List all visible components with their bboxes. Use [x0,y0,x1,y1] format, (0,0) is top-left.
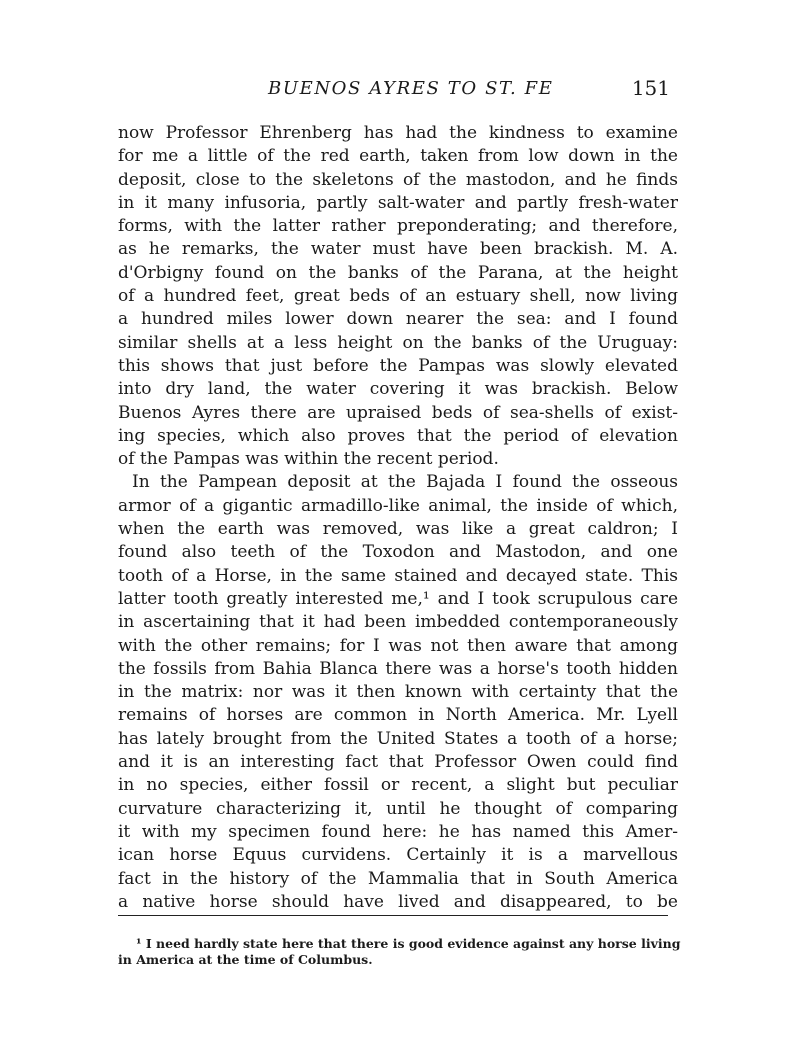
text-line: when the earth was removed, was like a great caldron; I [118,519,678,540]
text-line: tooth of a Horse, in the same stained and decayed state. This [118,565,678,586]
running-title: BUENOS AYRES TO ST. FE [268,78,554,99]
text-line: found also teeth of the Toxodon and Mastodon, and one [118,542,678,563]
text-line: forms, with the latter rather preponderating; and therefore, [118,216,678,237]
text-line: in ascertaining that it had been imbedded contemporaneously [118,612,678,633]
text-line: ing species, which also proves that the period of elevation [118,425,678,446]
text-line: in the matrix: nor was it then known with certainty that the [118,682,678,703]
text-line-paragraph-start: In the Pampean deposit at the Bajada I found the osseous [132,472,678,493]
text-line: for me a little of the red earth, taken from low down in the [118,146,678,167]
text-line: it with my specimen found here: he has named this Amer- [118,821,678,842]
text-line: curvature characterizing it, until he thought of comparing [118,798,678,819]
body-text [118,122,678,914]
footnote-line: ¹ I need hardly state here that there is good evidence against any horse living [136,936,681,951]
text-line: this shows that just before the Pampas was slowly elevated [118,355,678,376]
text-line: in it many infusoria, partly salt-water and partly fresh-water [118,192,678,213]
text-line: now Professor Ehrenberg has had the kindness to examine [118,123,678,143]
text-line: the fossils from Bahia Blanca there was a horse's tooth hidden [118,658,678,679]
text-line: d'Orbigny found on the banks of the Parana, at the height [118,262,678,283]
page-number: 151 [631,76,670,100]
text-line: as he remarks, the water must have been brackish. M. A. [118,239,678,260]
text-line: and it is an interesting fact that Professor Owen could find [118,752,678,773]
text-line: has lately brought from the United States a tooth of a horse; [118,728,678,749]
text-line: Buenos Ayres there are upraised beds of sea-shells of exist- [118,402,678,423]
text-line: latter tooth greatly interested me,¹ and I took scrupulous care [118,588,678,609]
footnote-rule [118,915,668,916]
text-line: of the Pampas was within the recent period. [118,449,499,470]
text-line: a hundred miles lower down nearer the sea: and I found [118,309,678,330]
footnote [118,936,681,968]
text-line: with the other remains; for I was not then aware that among [118,635,678,656]
text-line: armor of a gigantic armadillo-like animal, the inside of which, [118,495,678,516]
text-line: in no species, either fossil or recent, a slight but peculiar [118,775,678,796]
text-line: deposit, close to the skeletons of the mastodon, and he finds [118,169,678,190]
text-line: of a hundred feet, great beds of an estuary shell, now living [118,286,678,307]
text-line: fact in the history of the Mammalia that in South America [118,868,678,889]
text-line: ican horse Equus curvidens. Certainly it is a marvellous [118,845,678,866]
footnote-line: in America at the time of Columbus. [118,952,373,967]
text-line: a native horse should have lived and disappeared, to be [118,891,678,912]
running-head [118,78,670,106]
text-line: similar shells at a less height on the banks of the Uruguay: [118,332,678,353]
text-line: remains of horses are common in North America. Mr. Lyell [118,705,678,726]
text-line: into dry land, the water covering it was brackish. Below [118,379,678,400]
